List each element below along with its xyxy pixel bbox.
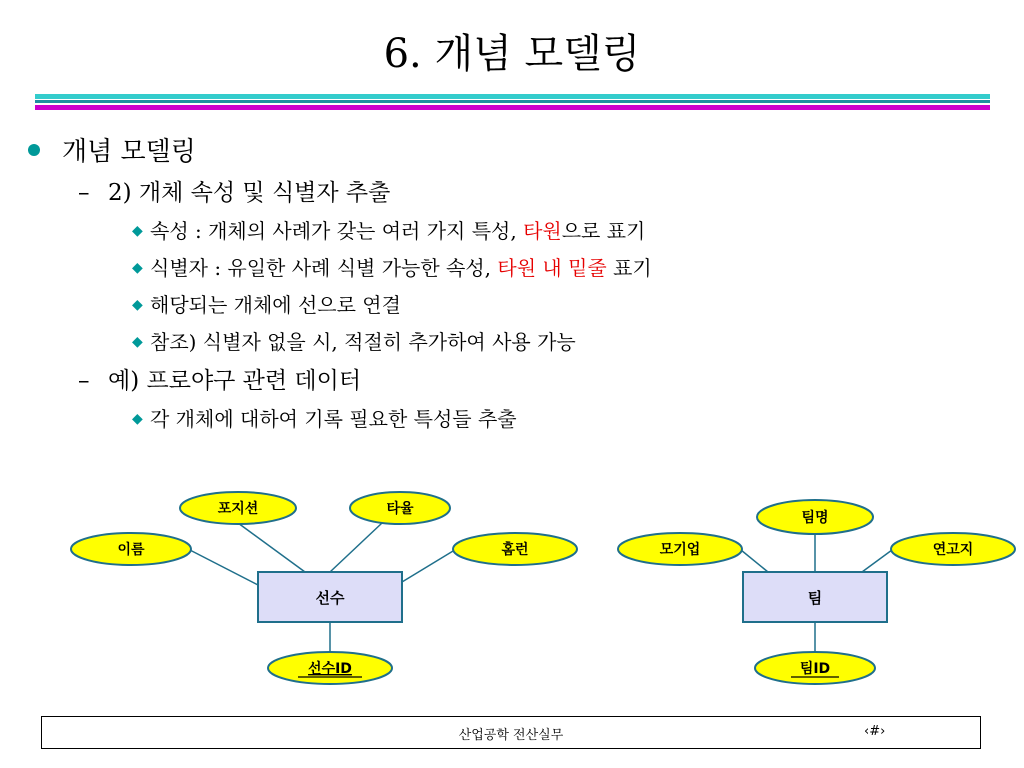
entity-name: 팀 [807,589,823,607]
diamond-bullet-icon: ◆ [132,222,143,239]
diamond-bullet-icon: ◆ [132,333,143,350]
diamond-bullet-icon: ◆ [132,410,143,427]
slide-title: 6. 개념 모델링 [383,31,641,77]
list-item-highlight: 타원 [523,219,562,243]
attribute-label: 포지션 [217,501,259,517]
connector-line [862,550,892,572]
list-item-text: 속성 : 개체의 사례가 갖는 여러 가지 특성, [150,219,524,243]
dash-icon: – [78,180,90,206]
list-item-text: 각 개체에 대하여 기록 필요한 특성들 추출 [150,407,517,431]
list-item-highlight: 타원 내 밑줄 [497,256,607,280]
attribute-label: 이름 [117,542,145,558]
connector-line [330,523,382,572]
section-heading-text: 예) 프로야구 관련 데이터 [108,368,362,394]
identifier-label: 선수ID [308,661,352,677]
entity-name: 선수 [315,589,345,607]
dash-icon: – [78,368,90,394]
footer-course: 산업공학 전산실무 [458,728,564,743]
identifier-label: 팀ID [799,661,831,677]
list-item-text-after: 으로 표기 [561,219,646,243]
attribute-label: 홈런 [501,542,529,558]
list-item-text-after: 표기 [606,256,652,280]
list-item-text: 식별자 : 유일한 사례 식별 가능한 속성, [150,256,498,280]
attribute-label: 타율 [386,501,414,517]
bullet-level1-text: 개념 모델링 [62,137,196,167]
attribute-label: 모기업 [659,542,701,558]
connector-line [402,548,458,582]
connector-line [238,523,305,572]
connector-line [741,550,768,572]
attribute-label: 팀명 [801,510,829,526]
connector-line [186,548,258,585]
footer-page-number: ‹#› [864,724,886,739]
slide-footer [41,716,981,749]
diamond-bullet-icon: ◆ [132,296,143,313]
section-heading-text: 2) 개체 속성 및 식별자 추출 [108,180,391,206]
attribute-label: 연고지 [932,542,974,558]
diamond-bullet-icon: ◆ [132,259,143,276]
list-item-text: 참조) 식별자 없을 시, 적절히 추가하여 사용 가능 [150,330,576,354]
list-item-text: 해당되는 개체에 선으로 연결 [150,293,401,317]
